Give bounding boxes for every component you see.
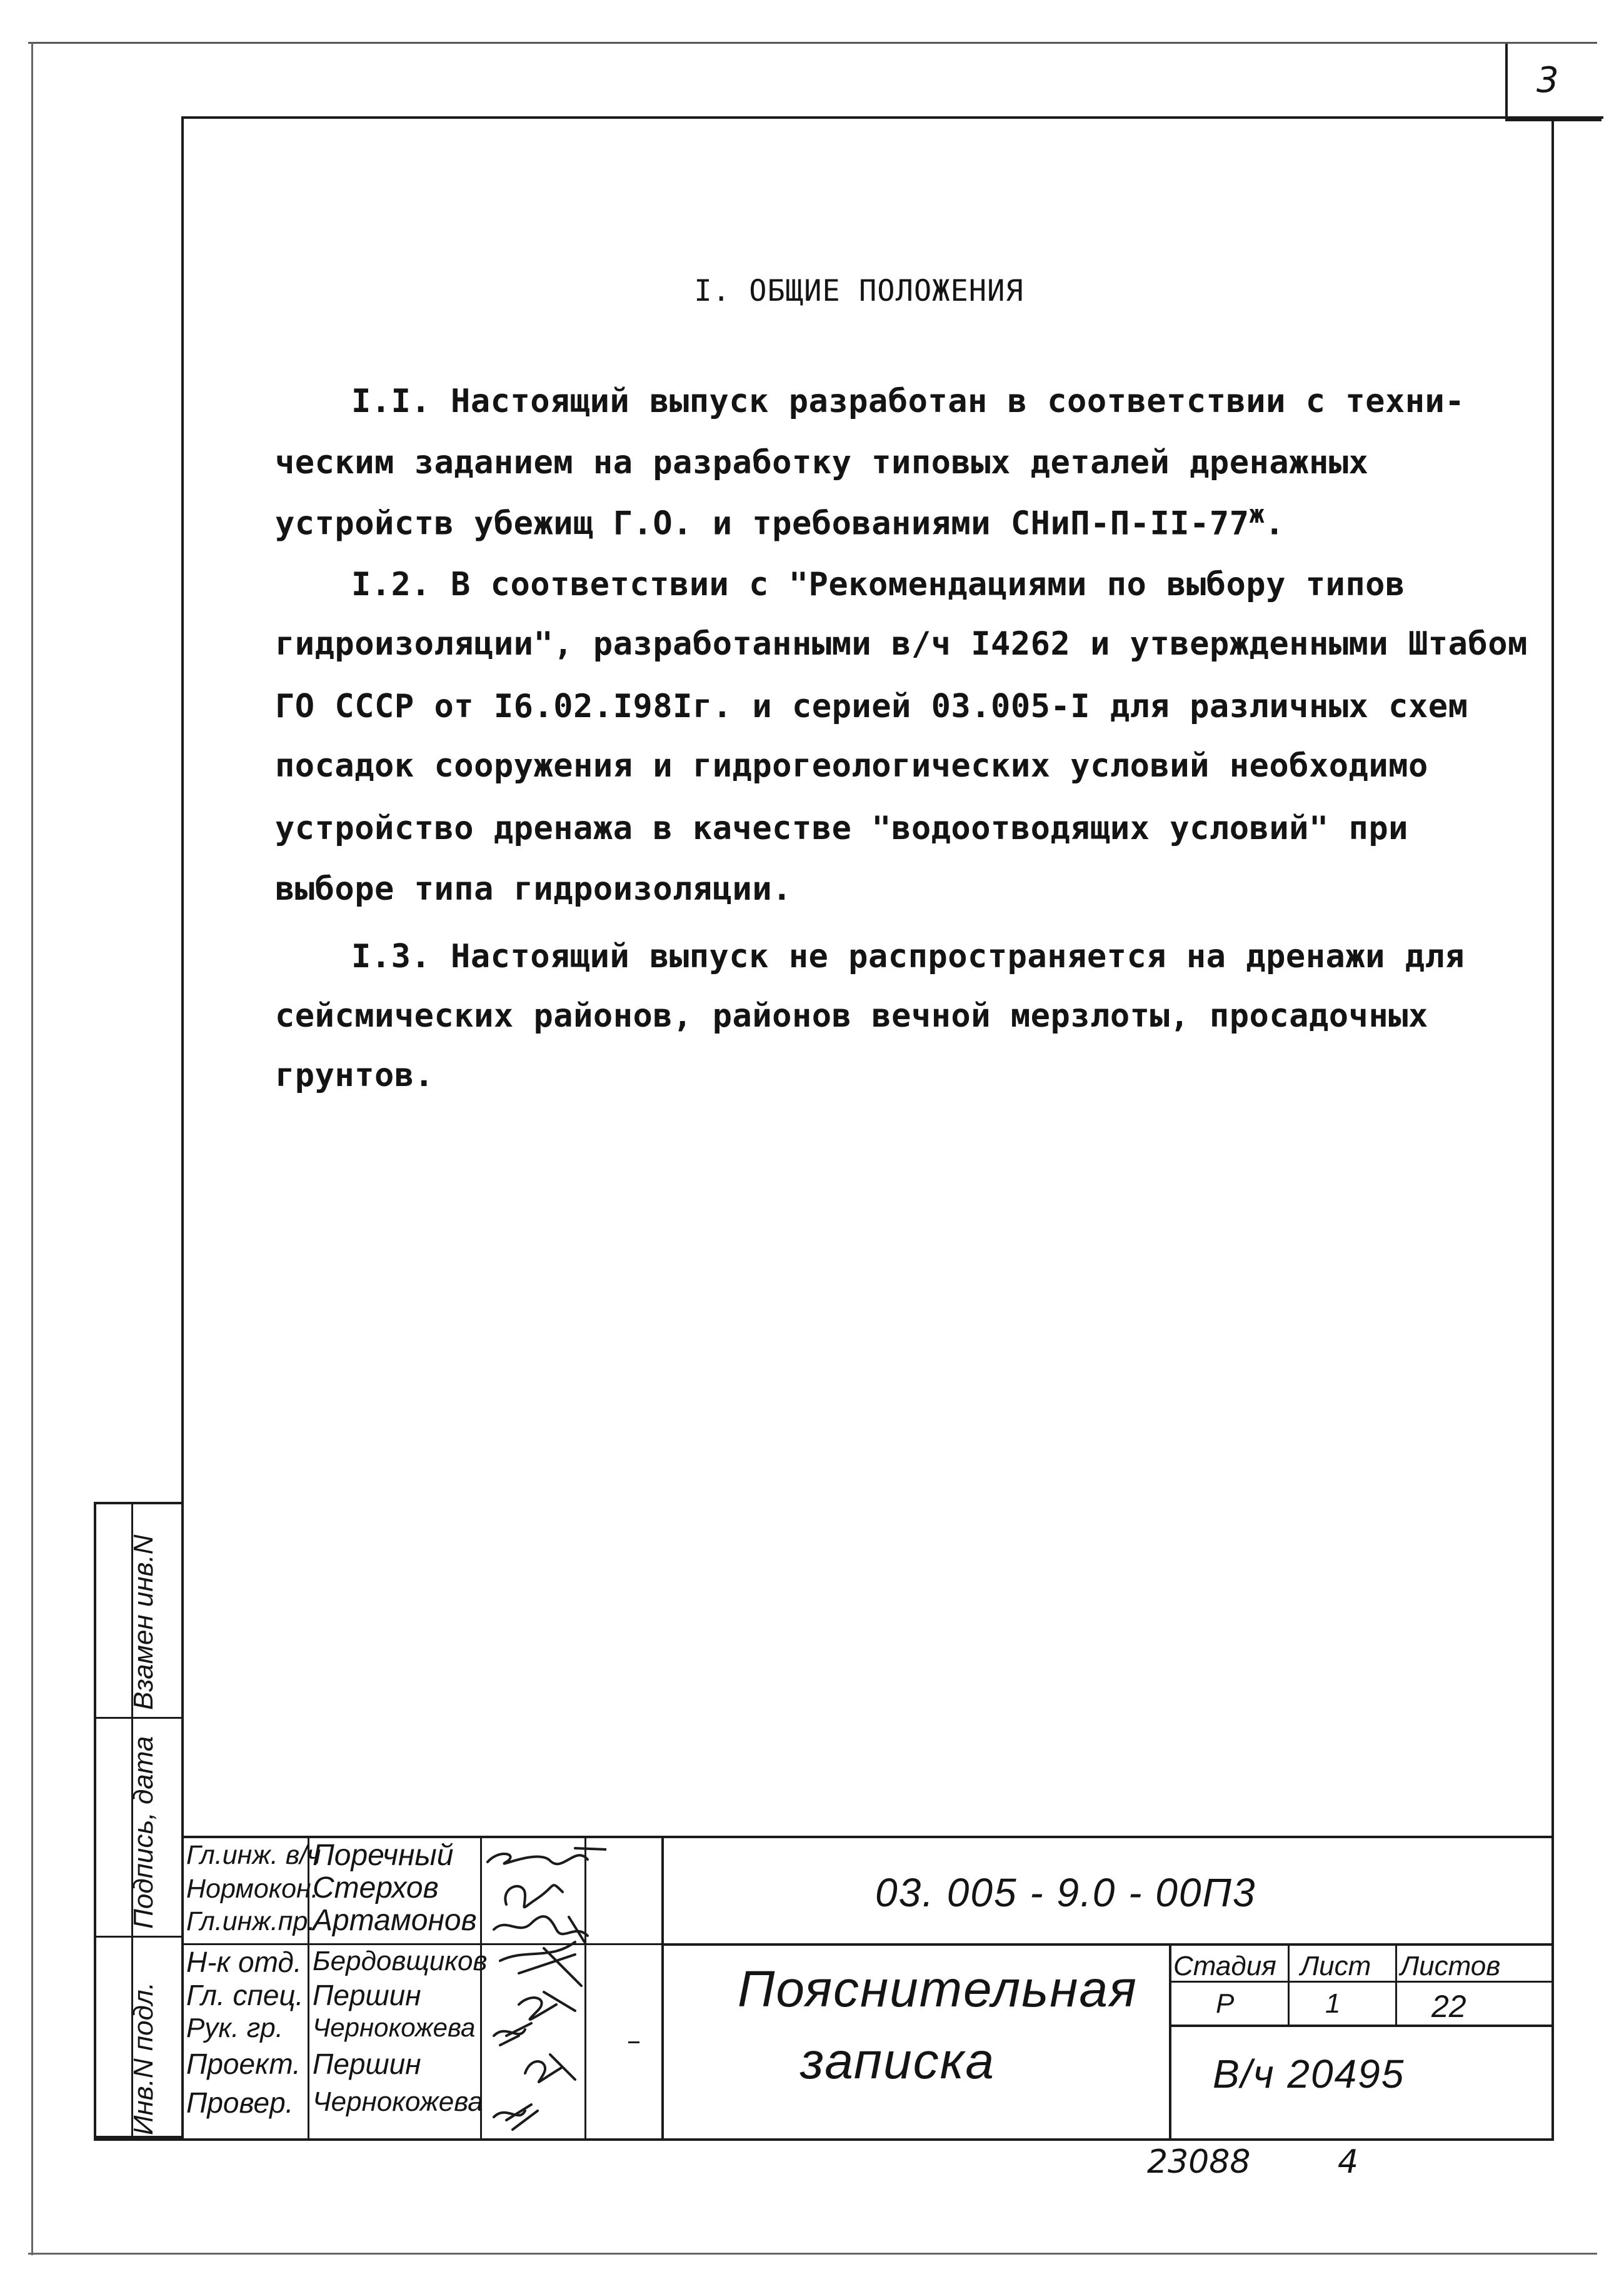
tb-stage-bottom [1169, 2025, 1554, 2027]
role-4: Гл. спец. [186, 1979, 304, 2011]
footer-number: 23088 [1147, 2143, 1251, 2181]
name-5: Чернокожева [313, 2013, 476, 2042]
para-2-line-3: ГО СССР от I6.02.I98Iг. и серией 03.005-I для различных схем [275, 688, 1468, 725]
document-title-line-1: Пояснительная [738, 1961, 1138, 2018]
left-edge-line [31, 42, 33, 2255]
tb-code-bottom [661, 1943, 1554, 1946]
name-0: Поречный [313, 1839, 454, 1872]
signatures-icon [481, 1836, 606, 2141]
side-label-podpis: Подпись, дата [128, 1736, 159, 1929]
para-1-superscript: ж [1249, 500, 1265, 529]
page-number-box [1505, 44, 1601, 121]
para-1-line-3-suffix: . [1265, 505, 1285, 543]
para-1-line-1: I.I. Настоящий выпуск разработан в соответствии с техни- [351, 383, 1465, 420]
role-5: Рук. гр. [186, 2013, 283, 2043]
para-2-line-5: устройство дренажа в качестве "водоотводящих условий" при [275, 810, 1408, 847]
document-code: 03. 005 - 9.0 - 00П3 [875, 1870, 1256, 1915]
role-2: Гл.инж.пр. [186, 1906, 316, 1936]
para-2-line-1: I.2. В соответствии с "Рекомендациями по выбору типов [351, 566, 1405, 603]
side-label-vzamen: Взамен инв.N [128, 1534, 159, 1710]
top-edge-line [28, 42, 1597, 44]
bottom-edge-line [28, 2253, 1597, 2255]
frame-top [181, 116, 1603, 119]
role-7: Провер. [186, 2086, 294, 2119]
para-2-line-4: посадок сооружения и гидрогеологических условий необходимо [275, 747, 1428, 785]
name-6: Першин [313, 2048, 421, 2080]
tb-vert-sheets-left [1395, 1943, 1397, 2025]
document-title-line-2: записка [800, 2033, 995, 2090]
name-2: Артамонов [313, 1904, 477, 1937]
para-3-line-3: грунтов. [275, 1057, 434, 1094]
stage-value: Р [1216, 1988, 1235, 2019]
name-4: Першин [313, 1979, 421, 2011]
para-2-line-6: выборе типа гидроизоляции. [275, 870, 792, 908]
role-6: Проект. [186, 2048, 301, 2080]
sheet-value: 1 [1325, 1988, 1341, 2019]
side-label-inv-podl: Инв.N подл. [128, 1982, 159, 2135]
side-stamp-row-1 [96, 1717, 181, 1719]
para-1-line-2: ческим заданием на разработку типовых деталей дренажных [275, 444, 1369, 481]
organization: В/ч 20495 [1213, 2051, 1405, 2096]
para-1-line-3 [275, 500, 1285, 542]
para-3-line-2: сейсмических районов, районов вечной мерзлоты, просадочных [275, 997, 1428, 1035]
page-number: 3 [1536, 60, 1559, 101]
section-heading: I. ОБЩИЕ ПОЛОЖЕНИЯ [694, 274, 1024, 308]
tb-top [181, 1836, 1554, 1838]
dash-mark [628, 2041, 639, 2043]
role-3: Н-к отд. [186, 1946, 302, 1978]
footer-extra: 4 [1338, 2143, 1359, 2181]
sheets-header: Листов [1400, 1951, 1501, 1981]
tb-vert-main [661, 1836, 664, 2141]
para-2-line-2: гидроизоляции", разработанными в/ч I4262 и утвержденными Штабом [275, 625, 1528, 663]
tb-vert-stage-left [1169, 1943, 1171, 2141]
name-1: Стерхов [313, 1871, 439, 1904]
frame-bottom [94, 2138, 1554, 2141]
para-3-line-1: I.3. Настоящий выпуск не распространяется на дренажи для [351, 938, 1465, 975]
sheets-value: 22 [1431, 1989, 1466, 2024]
role-0: Гл.инж. в/ч [186, 1840, 321, 1870]
name-7: Чернокожева [313, 2086, 483, 2117]
para-1-line-3-text: устройств убежищ Г.О. и требованиями СНиП-П-II-77 [275, 505, 1250, 543]
tb-vert-sheet-left [1288, 1943, 1290, 2025]
role-1: Нормокон. [186, 1874, 319, 1904]
name-3: Бердовщиков [313, 1946, 488, 1976]
side-stamp-row-2 [96, 1936, 181, 1938]
stage-header: Стадия [1173, 1951, 1276, 1981]
sheet-header: Лист [1300, 1951, 1371, 1981]
